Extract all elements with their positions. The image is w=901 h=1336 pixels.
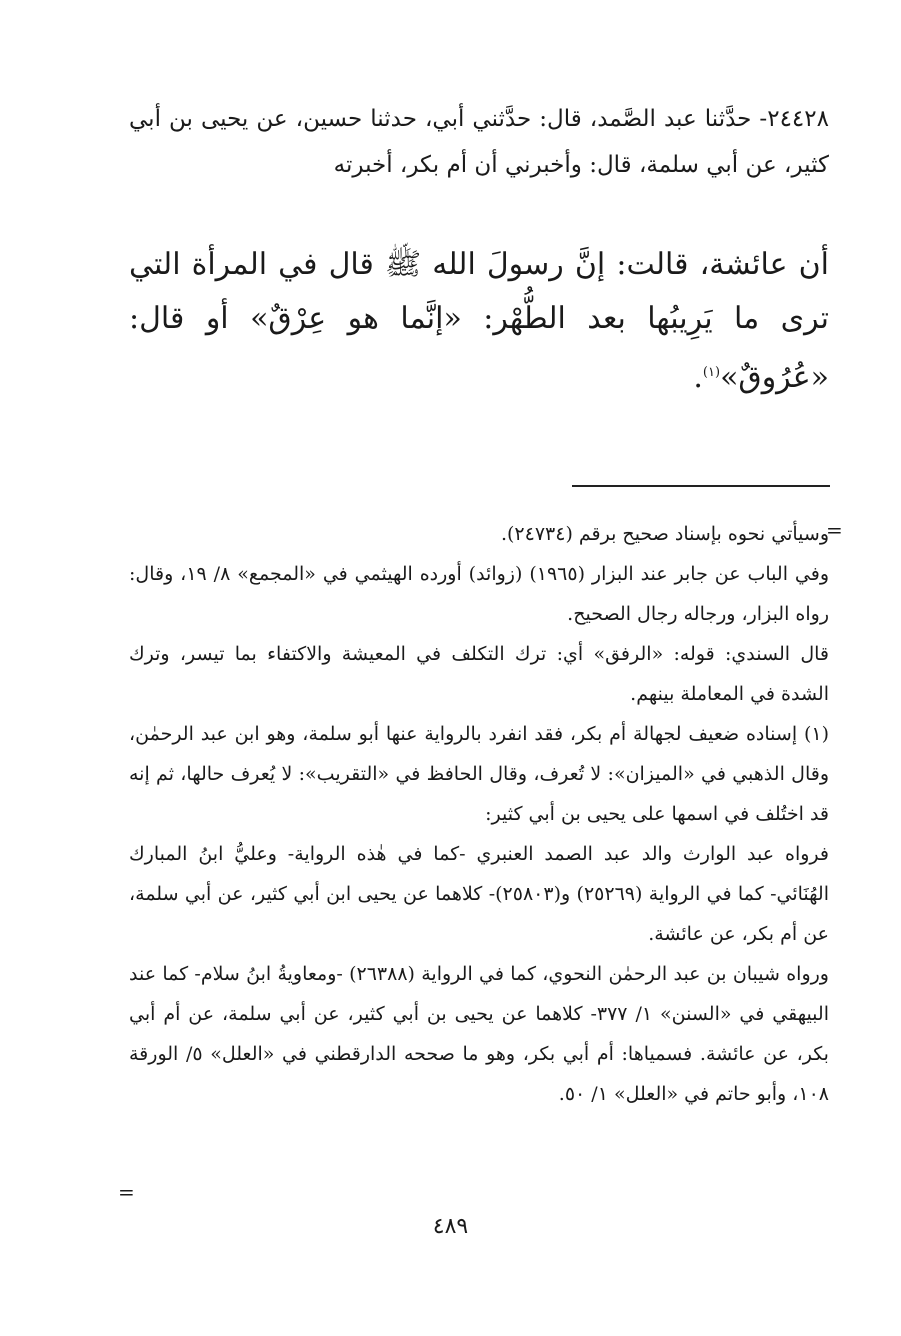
hadith-isnad: ٢٤٤٢٨- حدَّثنا عبد الصَّمد، قال: حدَّثني أبي، حدثنا حسين، عن يحيى بن أبي كثير، عن أبي سلمة، قال: وأخبرني أن أم بكر، أخبرته <box>129 106 829 178</box>
footnote-reference: (١) <box>702 365 721 380</box>
hadith-matn-end: . <box>693 360 703 395</box>
continuation-mark: = <box>826 518 843 542</box>
hadith-matn-text: أن عائشة، قالت: إنَّ رسولَ الله ﷺ قال في المرأة التي ترى ما يَرِيبُها بعد الطُّهْر: «إنَّما هو عِرْقٌ» أو قال: «عُرُوقٌ» <box>129 247 829 395</box>
footnotes <box>129 514 829 1114</box>
end-continuation-mark: = <box>118 1180 135 1204</box>
footnote-paragraph: فرواه عبد الوارث والد عبد الصمد العنبري -كما في هٰذه الرواية- وعليُّ ابنُ المبارك الهُنَائي- كما في الرواية (٢٥٢٦٩) و(٢٥٨٠٣)- كلاهما عن يحيى ابن أبي كثير، عن أبي سلمة، عن أم بكر، عن عائشة. <box>129 843 829 945</box>
footnote-paragraph: (١) إسناده ضعيف لجهالة أم بكر، فقد انفرد بالرواية عنها أبو سلمة، وهو ابن عبد الرحمٰن، وقال الذهبي في «الميزان»: لا تُعرف، وقال الحافظ في «التقريب»: لا يُعرف حالها، ثم إنه قد اختُلف في اسمها على يحيى بن أبي كثير: <box>129 723 829 825</box>
footnote-paragraph: قال السندي: قوله: «الرفق» أي: ترك التكلف في المعيشة والاكتفاء بما تيسر، وترك الشدة في المعاملة بينهم. <box>129 643 829 705</box>
footnote-paragraph: وفي الباب عن جابر عند البزار (١٩٦٥) (زوائد) أورده الهيثمي في «المجمع» ٨/ ١٩، وقال: رواه البزار، ورجاله رجال الصحيح. <box>129 563 829 625</box>
footnote-paragraph: ورواه شيبان بن عبد الرحمٰن النحوي، كما في الرواية (٢٦٣٨٨) -ومعاويةُ ابنُ سلام- كما عند البيهقي في «السنن» ١/ ٣٧٧- كلاهما عن يحيى بن أبي كثير، عن أبي سلمة، عن أم أبي بكر، عن عائشة. فسمياها: أم أبي بكر، وهو ما صححه الدارقطني في «العلل» ٥/ الورقة ١٠٨، وأبو حاتم في «العلل» ١/ ٥٠. <box>129 963 829 1105</box>
hadith-matn <box>129 238 829 405</box>
footnote-paragraph: وسيأتي نحوه بإسناد صحيح برقم (٢٤٧٣٤). <box>500 523 829 545</box>
footnote-separator <box>572 485 830 487</box>
page-number: ٤٨٩ <box>432 1214 469 1239</box>
